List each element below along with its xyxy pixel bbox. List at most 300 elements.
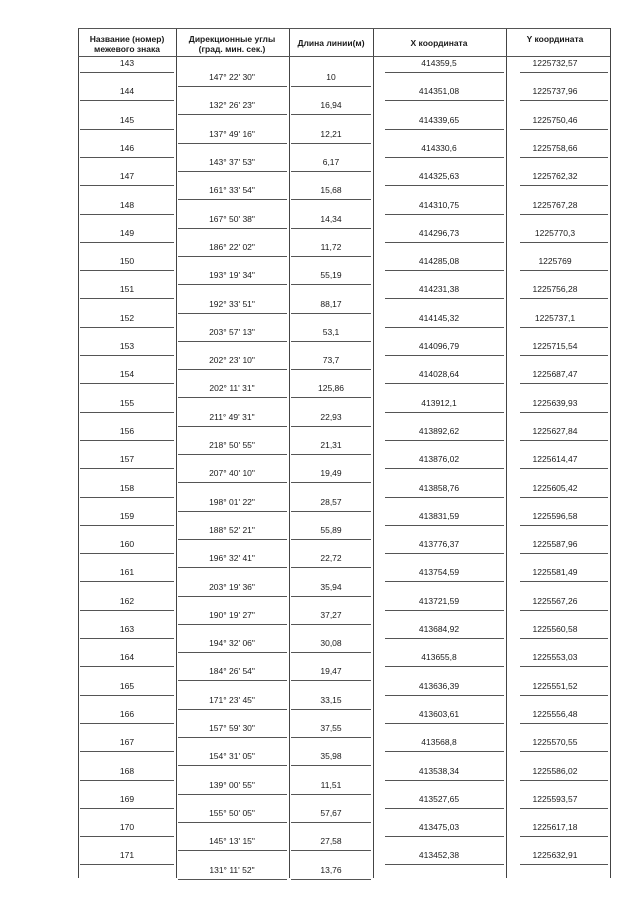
- direction-angle: 131° 11' 52": [209, 864, 255, 875]
- direction-angle: 196° 32' 41": [209, 553, 255, 564]
- y-coordinate: 1225737,1: [534, 312, 576, 323]
- row-rule: [178, 624, 287, 625]
- point-name: 164: [119, 652, 135, 663]
- row-rule: [178, 850, 287, 851]
- row-rule: [291, 850, 371, 851]
- line-length: 53,1: [322, 326, 340, 337]
- direction-angle: 137° 49' 16": [209, 128, 255, 139]
- point-name: 154: [119, 369, 135, 380]
- row-rule: [291, 199, 371, 200]
- row-rule: [80, 723, 174, 724]
- point-name: 146: [119, 142, 135, 153]
- y-coordinate: 1225617,18: [532, 822, 578, 833]
- point-name: 158: [119, 482, 135, 493]
- row-rule: [178, 369, 287, 370]
- line-length: 35,98: [320, 751, 342, 762]
- direction-angle: 155° 50' 05": [209, 807, 255, 818]
- row-rule: [291, 369, 371, 370]
- row-rule: [80, 355, 174, 356]
- direction-angle: 145° 13' 15": [209, 836, 255, 847]
- x-coordinate: 413776,37: [418, 539, 460, 550]
- row-rule: [385, 383, 504, 384]
- column-rule: [289, 28, 290, 878]
- row-rule: [385, 242, 504, 243]
- direction-angle: 171° 23' 45": [209, 694, 255, 705]
- x-coordinate: 413754,59: [418, 567, 460, 578]
- line-length: 16,94: [320, 100, 342, 111]
- line-length: 14,34: [320, 213, 342, 224]
- row-rule: [80, 214, 174, 215]
- row-rule: [291, 114, 371, 115]
- row-rule: [80, 129, 174, 130]
- row-rule: [520, 581, 608, 582]
- point-name: 171: [119, 850, 135, 861]
- row-rule: [520, 836, 608, 837]
- row-rule: [178, 199, 287, 200]
- line-length: 12,21: [320, 128, 342, 139]
- x-coordinate: 413568,8: [421, 737, 457, 748]
- row-rule: [178, 313, 287, 314]
- row-rule: [291, 397, 371, 398]
- row-rule: [80, 468, 174, 469]
- row-rule: [291, 539, 371, 540]
- point-name: 165: [119, 680, 135, 691]
- row-rule: [385, 468, 504, 469]
- point-name: 148: [119, 199, 135, 210]
- line-length: 73,7: [322, 355, 340, 366]
- y-coordinate: 1225750,46: [532, 114, 578, 125]
- column-header: [495, 34, 615, 44]
- y-coordinate: 1225627,84: [532, 425, 578, 436]
- row-rule: [520, 242, 608, 243]
- direction-angle: 143° 37' 53": [209, 157, 255, 168]
- row-rule: [178, 879, 287, 880]
- row-rule: [80, 808, 174, 809]
- line-length: 6,17: [322, 157, 340, 168]
- row-rule: [520, 468, 608, 469]
- row-rule: [520, 780, 608, 781]
- row-rule: [291, 652, 371, 653]
- direction-angle: 198° 01' 22": [209, 496, 255, 507]
- row-rule: [385, 581, 504, 582]
- point-name: 166: [119, 708, 135, 719]
- row-rule: [178, 652, 287, 653]
- row-rule: [178, 143, 287, 144]
- row-rule: [385, 497, 504, 498]
- row-rule: [178, 86, 287, 87]
- row-rule: [385, 780, 504, 781]
- row-rule: [80, 638, 174, 639]
- row-rule: [178, 114, 287, 115]
- row-rule: [291, 256, 371, 257]
- row-rule: [291, 341, 371, 342]
- x-coordinate: 413527,65: [418, 793, 460, 804]
- row-rule: [80, 666, 174, 667]
- row-rule: [80, 553, 174, 554]
- direction-angle: 202° 11' 31": [209, 383, 255, 394]
- y-coordinate: 1225587,96: [532, 539, 578, 550]
- row-rule: [385, 100, 504, 101]
- x-coordinate: 414028,64: [418, 369, 460, 380]
- y-coordinate: 1225596,58: [532, 510, 578, 521]
- point-name: 144: [119, 86, 135, 97]
- y-coordinate: 1225570,55: [532, 737, 578, 748]
- row-rule: [520, 808, 608, 809]
- x-coordinate: 414285,08: [418, 256, 460, 267]
- line-length: 125,86: [318, 383, 344, 394]
- row-rule: [520, 327, 608, 328]
- row-rule: [80, 836, 174, 837]
- line-length: 28,57: [320, 496, 342, 507]
- direction-angle: 207° 40' 10": [209, 468, 255, 479]
- row-rule: [80, 695, 174, 696]
- row-rule: [520, 751, 608, 752]
- line-length: 22,93: [320, 411, 342, 422]
- column-rule: [610, 28, 611, 878]
- row-rule: [385, 157, 504, 158]
- row-rule: [80, 185, 174, 186]
- row-rule: [520, 298, 608, 299]
- line-length: 30,08: [320, 638, 342, 649]
- row-rule: [80, 412, 174, 413]
- column-header-line: Длина линии(м): [297, 38, 365, 48]
- y-coordinate: 1225551,52: [532, 680, 578, 691]
- point-name: 152: [119, 312, 135, 323]
- row-rule: [291, 879, 371, 880]
- row-rule: [291, 680, 371, 681]
- row-rule: [385, 412, 504, 413]
- y-coordinate: 1225756,28: [532, 284, 578, 295]
- y-coordinate: 1225737,96: [532, 86, 578, 97]
- row-rule: [178, 539, 287, 540]
- row-rule: [520, 355, 608, 356]
- row-rule: [178, 737, 287, 738]
- y-coordinate: 1225553,03: [532, 652, 578, 663]
- row-rule: [520, 270, 608, 271]
- x-coordinate: 414351,08: [418, 86, 460, 97]
- row-rule: [178, 482, 287, 483]
- row-rule: [291, 454, 371, 455]
- direction-angle: 211° 49' 31": [209, 411, 255, 422]
- row-rule: [80, 327, 174, 328]
- row-rule: [178, 397, 287, 398]
- direction-angle: 161° 33' 54": [209, 185, 255, 196]
- row-rule: [385, 723, 504, 724]
- direction-angle: 157° 59' 30": [209, 723, 255, 734]
- point-name: 161: [119, 567, 135, 578]
- row-rule: [80, 270, 174, 271]
- y-coordinate: 1225767,28: [532, 199, 578, 210]
- line-length: 57,67: [320, 807, 342, 818]
- direction-angle: 184° 26' 54": [209, 666, 255, 677]
- x-coordinate: 413603,61: [418, 708, 460, 719]
- x-coordinate: 414096,79: [418, 341, 460, 351]
- row-rule: [385, 610, 504, 611]
- row-rule: [291, 171, 371, 172]
- y-coordinate: 1225732,57: [532, 58, 578, 68]
- column-header-line: Название (номер): [89, 34, 165, 44]
- x-coordinate: 413831,59: [418, 510, 460, 521]
- direction-angle: 194° 32' 06": [209, 638, 255, 649]
- row-rule: [80, 383, 174, 384]
- line-length: 11,51: [320, 779, 342, 790]
- point-name: 163: [119, 624, 135, 634]
- line-length: 88,17: [320, 298, 342, 309]
- row-rule: [385, 751, 504, 752]
- row-rule: [80, 242, 174, 243]
- row-rule: [178, 511, 287, 512]
- x-coordinate: 414231,38: [418, 284, 460, 295]
- x-coordinate: 414339,65: [418, 114, 460, 125]
- point-name: 156: [119, 425, 135, 436]
- row-rule: [80, 610, 174, 611]
- direction-angle: 190° 19' 27": [209, 609, 255, 620]
- row-rule: [385, 553, 504, 554]
- row-rule: [291, 596, 371, 597]
- row-rule: [80, 780, 174, 781]
- row-rule: [291, 511, 371, 512]
- row-rule: [520, 553, 608, 554]
- direction-angle: 192° 33' 51": [209, 298, 255, 309]
- y-coordinate: 1225762,32: [532, 171, 578, 182]
- row-rule: [80, 751, 174, 752]
- line-length: 10: [326, 72, 336, 83]
- row-rule: [385, 666, 504, 667]
- column-rule: [176, 28, 177, 878]
- column-rule: [373, 28, 374, 878]
- row-rule: [80, 157, 174, 158]
- y-coordinate: 1225581,49: [532, 567, 578, 578]
- row-rule: [178, 426, 287, 427]
- row-rule: [291, 822, 371, 823]
- row-rule: [80, 497, 174, 498]
- line-length: 11,72: [320, 241, 342, 252]
- point-name: 169: [119, 793, 135, 804]
- row-rule: [520, 72, 608, 73]
- row-rule: [178, 454, 287, 455]
- x-coordinate: 413655,8: [421, 652, 457, 663]
- row-rule: [520, 666, 608, 667]
- x-coordinate: 414145,32: [418, 312, 460, 323]
- row-rule: [178, 284, 287, 285]
- x-coordinate: 414310,75: [418, 199, 460, 210]
- y-coordinate: 1225770,3: [534, 227, 576, 238]
- row-rule: [520, 440, 608, 441]
- y-coordinate: 1225586,02: [532, 765, 578, 776]
- row-rule: [520, 157, 608, 158]
- row-rule: [520, 129, 608, 130]
- line-length: 22,72: [320, 553, 342, 564]
- row-rule: [178, 794, 287, 795]
- x-coordinate: 413858,76: [418, 482, 460, 493]
- line-length: 33,15: [320, 694, 342, 705]
- y-coordinate: 1225758,66: [532, 142, 578, 153]
- x-coordinate: 413912,1: [421, 397, 457, 408]
- row-rule: [178, 680, 287, 681]
- row-rule: [291, 482, 371, 483]
- point-name: 159: [119, 510, 135, 521]
- row-rule: [291, 86, 371, 87]
- column-header: [67, 34, 187, 54]
- line-length: 21,31: [320, 440, 342, 451]
- column-header-line: межевого знака: [94, 44, 160, 54]
- x-coordinate: 413452,38: [418, 850, 460, 861]
- y-coordinate: 1225560,58: [532, 624, 578, 634]
- point-name: 150: [119, 256, 135, 267]
- row-rule: [385, 836, 504, 837]
- row-rule: [520, 497, 608, 498]
- y-coordinate: 1225632,91: [532, 850, 578, 861]
- point-name: 168: [119, 765, 135, 776]
- x-coordinate: 413684,92: [418, 624, 460, 634]
- row-rule: [385, 808, 504, 809]
- direction-angle: 218° 50' 55": [209, 440, 255, 451]
- point-name: 170: [119, 822, 135, 833]
- row-rule: [178, 341, 287, 342]
- x-coordinate: 414359,5: [421, 58, 457, 68]
- row-rule: [178, 596, 287, 597]
- y-coordinate: 1225556,48: [532, 708, 578, 719]
- direction-angle: 167° 50' 38": [209, 213, 255, 224]
- row-rule: [291, 765, 371, 766]
- header-rule: [78, 56, 610, 57]
- direction-angle: 203° 57' 13": [209, 326, 255, 337]
- column-rule: [78, 28, 79, 878]
- row-rule: [520, 100, 608, 101]
- row-rule: [291, 709, 371, 710]
- row-rule: [80, 440, 174, 441]
- line-length: 55,89: [320, 524, 342, 535]
- row-rule: [80, 72, 174, 73]
- row-rule: [385, 298, 504, 299]
- x-coordinate: 414330,6: [421, 142, 457, 153]
- row-rule: [80, 525, 174, 526]
- direction-angle: 188° 52' 21": [209, 524, 255, 535]
- point-name: 147: [119, 171, 135, 182]
- row-rule: [80, 100, 174, 101]
- y-coordinate: 1225715,54: [532, 341, 578, 351]
- row-rule: [385, 129, 504, 130]
- row-rule: [385, 864, 504, 865]
- row-rule: [178, 256, 287, 257]
- direction-angle: 202° 23' 10": [209, 355, 255, 366]
- line-length: 15,68: [320, 185, 342, 196]
- row-rule: [520, 383, 608, 384]
- row-rule: [80, 864, 174, 865]
- x-coordinate: 413475,03: [418, 822, 460, 833]
- row-rule: [520, 864, 608, 865]
- row-rule: [291, 284, 371, 285]
- x-coordinate: 413876,02: [418, 454, 460, 465]
- row-rule: [520, 638, 608, 639]
- row-rule: [385, 270, 504, 271]
- point-name: 149: [119, 227, 135, 238]
- y-coordinate: 1225687,47: [532, 369, 578, 380]
- row-rule: [385, 72, 504, 73]
- line-length: 19,49: [320, 468, 342, 479]
- direction-angle: 193° 19' 34": [209, 270, 255, 281]
- point-name: 151: [119, 284, 135, 295]
- y-coordinate: 1225639,93: [532, 397, 578, 408]
- direction-angle: 186° 22' 02": [209, 241, 255, 252]
- line-length: 37,55: [320, 723, 342, 734]
- column-header-line: (град. мин. сек.): [198, 44, 266, 54]
- row-rule: [385, 695, 504, 696]
- column-header-line: Y координата: [526, 34, 584, 44]
- row-rule: [80, 581, 174, 582]
- line-length: 35,94: [320, 581, 342, 592]
- y-coordinate: 1225605,42: [532, 482, 578, 493]
- line-length: 37,27: [320, 609, 342, 620]
- line-length: 19,47: [320, 666, 342, 677]
- x-coordinate: 413538,34: [418, 765, 460, 776]
- row-rule: [80, 298, 174, 299]
- row-rule: [291, 426, 371, 427]
- row-rule: [520, 525, 608, 526]
- point-name: 153: [119, 341, 135, 351]
- line-length: 27,58: [320, 836, 342, 847]
- column-header-line: X координата: [410, 38, 468, 48]
- y-coordinate: 1225769: [538, 256, 572, 267]
- row-rule: [178, 171, 287, 172]
- column-header: [379, 38, 499, 48]
- row-rule: [385, 440, 504, 441]
- y-coordinate: 1225593,57: [532, 793, 578, 804]
- row-rule: [291, 143, 371, 144]
- row-rule: [520, 185, 608, 186]
- point-name: 157: [119, 454, 135, 465]
- y-coordinate: 1225567,26: [532, 595, 578, 606]
- direction-angle: 154° 31' 05": [209, 751, 255, 762]
- row-rule: [520, 723, 608, 724]
- table-top-rule: [78, 28, 610, 29]
- row-rule: [178, 822, 287, 823]
- row-rule: [520, 610, 608, 611]
- row-rule: [291, 567, 371, 568]
- row-rule: [291, 624, 371, 625]
- row-rule: [385, 525, 504, 526]
- row-rule: [291, 313, 371, 314]
- point-name: 162: [119, 595, 135, 606]
- row-rule: [178, 765, 287, 766]
- row-rule: [520, 214, 608, 215]
- point-name: 160: [119, 539, 135, 550]
- x-coordinate: 413892,62: [418, 425, 460, 436]
- direction-angle: 132° 26' 23": [209, 100, 255, 111]
- column-header-line: Дирекционные углы: [188, 34, 276, 44]
- column-rule: [506, 28, 507, 878]
- x-coordinate: 413636,39: [418, 680, 460, 691]
- y-coordinate: 1225614,47: [532, 454, 578, 465]
- direction-angle: 147° 22' 30": [209, 72, 255, 83]
- x-coordinate: 414325,63: [418, 171, 460, 182]
- row-rule: [178, 567, 287, 568]
- row-rule: [178, 709, 287, 710]
- point-name: 145: [119, 114, 135, 125]
- row-rule: [385, 327, 504, 328]
- row-rule: [520, 412, 608, 413]
- line-length: 13,76: [320, 864, 342, 875]
- x-coordinate: 414296,73: [418, 227, 460, 238]
- point-name: 167: [119, 737, 135, 748]
- point-name: 155: [119, 397, 135, 408]
- line-length: 55,19: [320, 270, 342, 281]
- row-rule: [291, 737, 371, 738]
- direction-angle: 139° 00' 55": [209, 779, 255, 790]
- row-rule: [385, 355, 504, 356]
- point-name: 143: [119, 58, 135, 68]
- row-rule: [385, 214, 504, 215]
